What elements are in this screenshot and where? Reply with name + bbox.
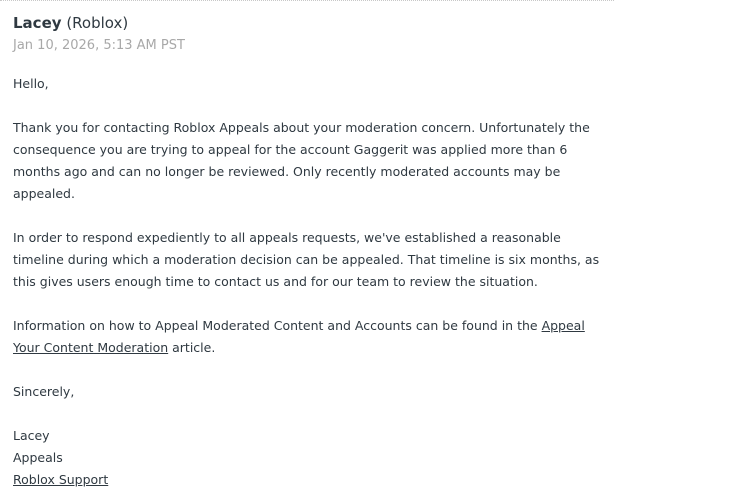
signature-team: Appeals [13, 450, 63, 465]
closing: Sincerely, [13, 384, 75, 399]
paragraph-expired-appeal: Thank you for contacting Roblox Appeals about your moderation concern. Unfortunately the consequence you are trying to appeal for the account Gaggerit was applied more than 6 months ago and can no longer be reviewed. Only recently moderated accounts may be appealed. [13, 120, 590, 201]
greeting: Hello, [13, 76, 49, 91]
paragraph-appeal-info [13, 315, 613, 359]
sender-organization: (Roblox) [66, 14, 129, 32]
message-body [13, 73, 613, 491]
roblox-support-link[interactable]: Roblox Support [13, 472, 109, 487]
paragraph-appeal-timeline: In order to respond expediently to all appeals requests, we've established a reasonable timeline during which a moderation decision can be appealed. That timeline is six months, as this gives users enough time to contact us and for our team to review the situation. [13, 230, 600, 289]
appeal-your-content-moderation-link[interactable]: Appeal Your Content Moderation [13, 318, 585, 355]
paragraph-appeal-info-text: Information on how to Appeal Moderated Content and Accounts can be found in the [13, 318, 542, 333]
message-timestamp: Jan 10, 2026, 5:13 AM PST [13, 38, 185, 53]
paragraph-appeal-info-suffix: article. [168, 340, 216, 355]
top-divider [0, 0, 614, 1]
sender [13, 12, 185, 34]
signature-name: Lacey [13, 428, 50, 443]
sender-name: Lacey [13, 14, 62, 32]
message-header [13, 12, 185, 56]
signature-support [13, 469, 613, 491]
